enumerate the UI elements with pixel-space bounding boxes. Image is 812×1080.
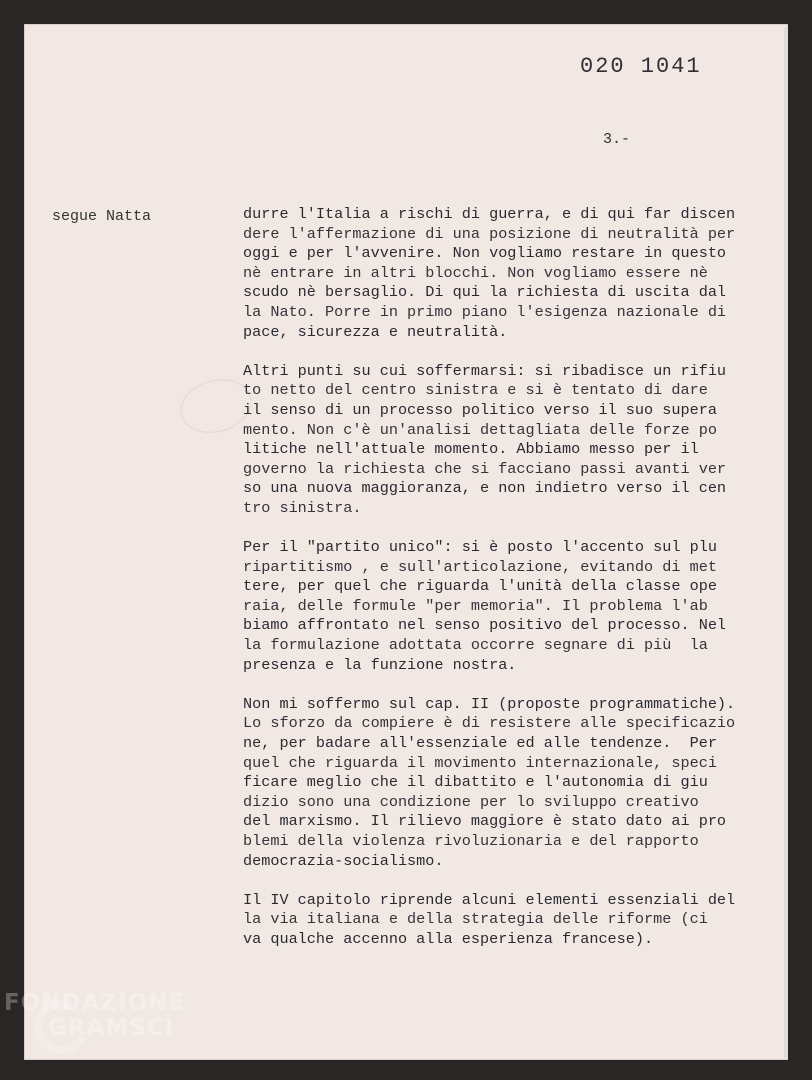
- text-line: ne, per badare all'essenziale ed alle tendenze. Per: [243, 734, 717, 753]
- text-line: pace, sicurezza e neutralità.: [243, 322, 508, 341]
- text-line: dere l'affermazione di una posizione di neutralità per: [243, 224, 736, 243]
- text-line: ficare meglio che il dibattito e l'autonomia di giu: [243, 773, 708, 792]
- text-line: governo la richiesta che si facciano passi avanti ver: [243, 459, 727, 478]
- paragraph-5: [243, 891, 763, 950]
- text-line: scudo nè bersaglio. Di qui la richiesta di uscita dal: [243, 283, 727, 302]
- text-line: so una nuova maggioranza, e non indietro verso il cen: [243, 479, 727, 498]
- text-line: durre l'Italia a rischi di guerra, e di qui far discen: [243, 205, 736, 223]
- text-line: to netto del centro sinistra e si è tentato di dare: [243, 381, 708, 400]
- text-line: va qualche accenno alla esperienza francese).: [243, 929, 654, 948]
- text-line: dizio sono una condizione per lo sviluppo creativo: [243, 792, 699, 811]
- text-line: del marxismo. Il rilievo maggiore è stato dato ai pro: [243, 812, 727, 831]
- text-line: Lo sforzo da compiere è di resistere alle specificazio: [243, 714, 736, 733]
- text-line: il senso di un processo politico verso il suo supera: [243, 400, 717, 419]
- text-line: quel che riguarda il movimento internazionale, speci: [243, 753, 717, 772]
- paragraph-2: [243, 362, 763, 519]
- text-line: Non mi soffermo sul cap. II (proposte programmatiche).: [243, 694, 736, 713]
- page-number: 3.-: [603, 131, 631, 148]
- text-line: tro sinistra.: [243, 498, 362, 517]
- text-line: la via italiana e della strategia delle riforme (ci: [243, 910, 708, 929]
- text-line: biamo affrontato nel senso positivo del processo. Nel: [243, 616, 727, 635]
- text-line: Altri punti su cui soffermarsi: si ribadisce un rifiu: [243, 361, 727, 380]
- text-line: litiche nell'attuale momento. Abbiamo messo per il: [243, 440, 699, 459]
- text-line: raia, delle formule "per memoria". Il problema l'ab: [243, 596, 708, 615]
- paragraph-3: [243, 538, 763, 675]
- text-line: ripartitismo , e sull'articolazione, evitando di met: [243, 557, 717, 576]
- text-line: Il IV capitolo riprende alcuni elementi essenziali del: [243, 890, 736, 909]
- document-number: 020 1041: [580, 54, 702, 79]
- page-edge: [784, 28, 788, 1058]
- text-line: blemi della violenza rivoluzionaria e del rapporto: [243, 832, 699, 850]
- watermark-line1: FONDAZIONE: [4, 990, 186, 1016]
- text-line: tere, per quel che riguarda l'unità della classe ope: [243, 577, 717, 596]
- text-line: Per il "partito unico": si è posto l'accento sul plu: [243, 538, 717, 557]
- watermark-line2: GRAMSCI: [48, 1015, 175, 1041]
- text-line: democrazia-socialismo.: [243, 851, 444, 870]
- paragraph-1: [243, 205, 763, 342]
- text-line: la formulazione adottata occorre segnare di più la: [243, 636, 708, 655]
- text-line: oggi e per l'avvenire. Non vogliamo restare in questo: [243, 244, 727, 263]
- speaker-label: segue Natta: [52, 208, 152, 225]
- text-line: nè entrare in altri blocchi. Non vogliamo essere nè: [243, 263, 708, 282]
- text-line: presenza e la funzione nostra.: [243, 655, 517, 674]
- document-body: [243, 205, 763, 969]
- fondazione-gramsci-watermark: [4, 990, 204, 1074]
- text-line: mento. Non c'è un'analisi dettagliata delle forze po: [243, 420, 717, 439]
- paragraph-4: [243, 695, 763, 871]
- text-line: la Nato. Porre in primo piano l'esigenza nazionale di: [243, 302, 727, 321]
